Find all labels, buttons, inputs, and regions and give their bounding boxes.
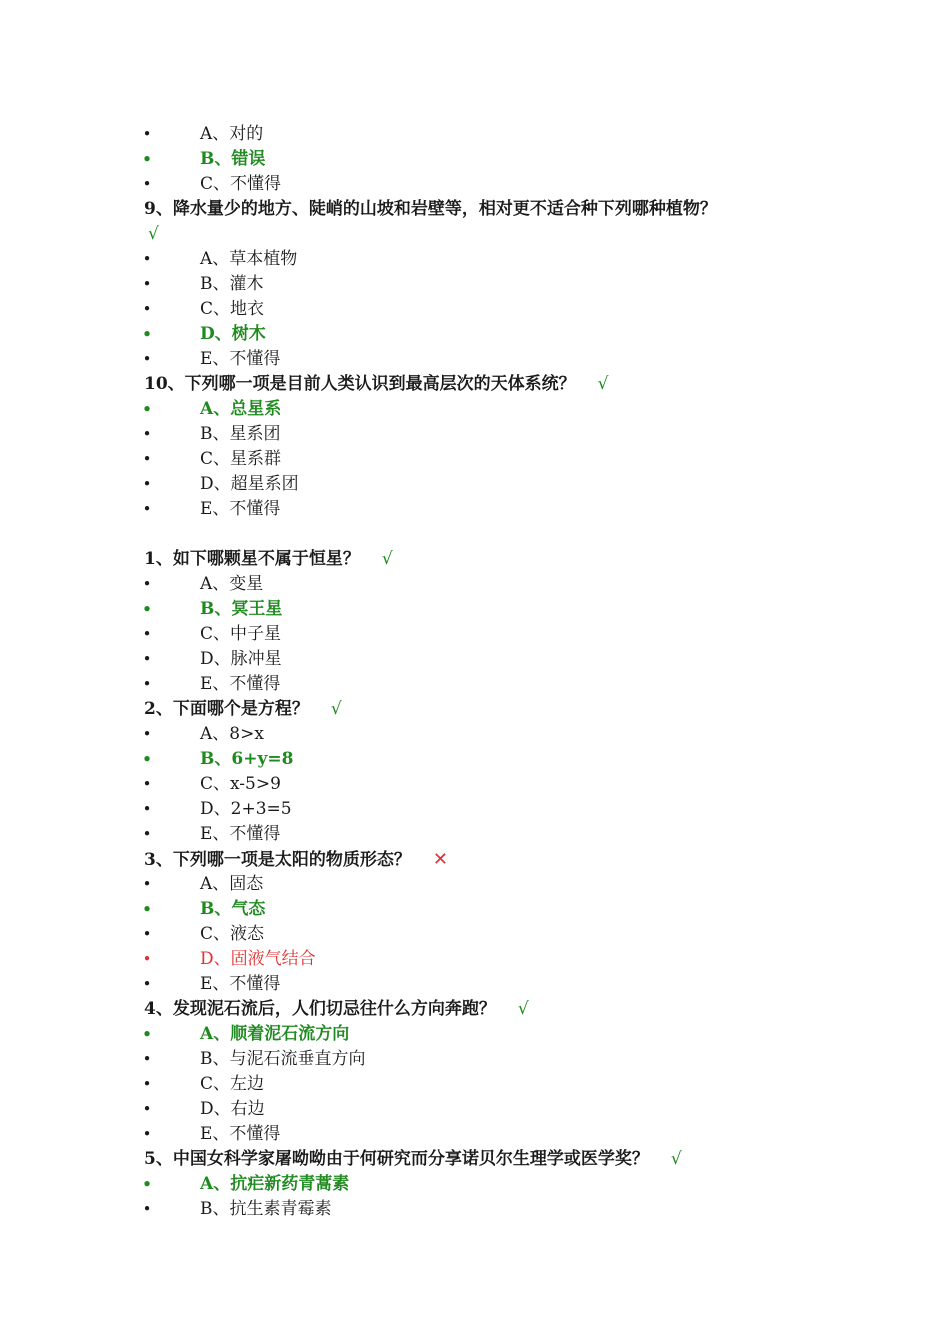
bullet-icon: • (142, 325, 152, 343)
question-text: 4、发现泥石流后，人们切忌往什么方向奔跑？ √ (144, 999, 529, 1019)
answer-option (0, 572, 950, 597)
bullet-icon: • (142, 825, 152, 843)
answer-option (0, 672, 950, 697)
question-text: 1、如下哪颗星不属于恒星？ √ (144, 549, 393, 569)
answer-option (0, 497, 950, 522)
option-text: A、抗疟新药青蒿素 (200, 1174, 350, 1194)
answer-option (0, 272, 950, 297)
option-text: A、8>x (200, 724, 264, 744)
option-text: C、地衣 (200, 299, 265, 319)
quiz-document (0, 122, 950, 1222)
result-mark-line (0, 222, 950, 247)
bullet-icon: • (142, 600, 152, 618)
answer-option (0, 122, 950, 147)
answer-option (0, 622, 950, 647)
answer-option (0, 347, 950, 372)
bullet-icon: • (142, 950, 152, 968)
answer-option (0, 422, 950, 447)
checkmark-icon: √ (517, 999, 529, 1019)
answer-option (0, 472, 950, 497)
option-text: C、星系群 (200, 449, 282, 469)
bullet-icon: • (142, 1125, 152, 1143)
bullet-icon: • (142, 875, 152, 893)
bullet-icon: • (142, 1200, 152, 1218)
bullet-icon: • (142, 1075, 152, 1093)
bullet-icon: • (142, 475, 152, 493)
option-text: B、灌木 (200, 274, 264, 294)
answer-option (0, 247, 950, 272)
answer-option (0, 722, 950, 747)
bullet-icon: • (142, 350, 152, 368)
answer-option (0, 297, 950, 322)
question-line (0, 1147, 950, 1172)
option-text: D、脉冲星 (200, 649, 282, 669)
bullet-icon: • (142, 1025, 152, 1043)
question-line (0, 697, 950, 722)
option-text: E、不懂得 (200, 499, 281, 519)
option-text: A、总星系 (200, 399, 282, 419)
answer-option (0, 1122, 950, 1147)
option-text: E、不懂得 (200, 974, 281, 994)
question-line (0, 372, 950, 397)
option-text: A、对的 (200, 124, 264, 144)
answer-option (0, 1172, 950, 1197)
bullet-icon: • (142, 400, 152, 418)
option-text: D、树木 (200, 324, 266, 344)
answer-option (0, 1197, 950, 1222)
option-text: B、抗生素青霉素 (200, 1199, 332, 1219)
answer-option (0, 972, 950, 997)
bullet-icon: • (142, 425, 152, 443)
question-line (0, 997, 950, 1022)
bullet-icon: • (142, 1050, 152, 1068)
bullet-icon: • (142, 300, 152, 318)
bullet-icon: • (142, 125, 152, 143)
cross-icon: ✕ (432, 849, 448, 870)
question-line (0, 197, 950, 222)
blank-line (0, 522, 950, 547)
answer-option (0, 897, 950, 922)
bullet-icon: • (142, 750, 152, 768)
option-text: D、右边 (200, 1099, 265, 1119)
bullet-icon: • (142, 1100, 152, 1118)
answer-option (0, 822, 950, 847)
bullet-icon: • (142, 725, 152, 743)
question-text: 5、中国女科学家屠呦呦由于何研究而分享诺贝尔生理学或医学奖？ √ (144, 1149, 682, 1169)
bullet-icon: • (142, 925, 152, 943)
question-line (0, 547, 950, 572)
checkmark-icon: √ (670, 1149, 682, 1169)
option-text: B、6+y=8 (200, 749, 294, 769)
bullet-icon: • (142, 150, 152, 168)
answer-option (0, 647, 950, 672)
option-text: E、不懂得 (200, 1124, 281, 1144)
answer-option (0, 1097, 950, 1122)
option-text: C、中子星 (200, 624, 282, 644)
answer-option (0, 922, 950, 947)
option-text: C、不懂得 (200, 174, 282, 194)
answer-option (0, 1022, 950, 1047)
bullet-icon: • (142, 675, 152, 693)
question-text: 3、下列哪一项是太阳的物质形态？ ✕ (144, 849, 448, 870)
option-text: A、顺着泥石流方向 (200, 1024, 350, 1044)
option-text: B、星系团 (200, 424, 281, 444)
answer-option (0, 797, 950, 822)
option-text: C、液态 (200, 924, 265, 944)
answer-option (0, 1072, 950, 1097)
answer-option (0, 172, 950, 197)
option-text: E、不懂得 (200, 349, 281, 369)
bullet-icon: • (142, 900, 152, 918)
bullet-icon: • (142, 500, 152, 518)
option-text: C、x-5>9 (200, 774, 281, 794)
option-text: D、2+3=5 (200, 799, 292, 819)
bullet-icon: • (142, 1175, 152, 1193)
option-text: B、冥王星 (200, 599, 283, 619)
checkmark-icon: √ (597, 374, 609, 394)
bullet-icon: • (142, 275, 152, 293)
answer-option (0, 772, 950, 797)
bullet-icon: • (142, 975, 152, 993)
answer-option (0, 322, 950, 347)
bullet-icon: • (142, 625, 152, 643)
answer-option (0, 1047, 950, 1072)
checkmark-icon: √ (148, 224, 159, 244)
bullet-icon: • (142, 775, 152, 793)
answer-option (0, 597, 950, 622)
question-line (0, 847, 950, 872)
answer-option (0, 147, 950, 172)
option-text: A、变星 (200, 574, 264, 594)
bullet-icon: • (142, 250, 152, 268)
answer-option (0, 397, 950, 422)
option-text: D、固液气结合 (200, 949, 316, 969)
option-text: E、不懂得 (200, 824, 281, 844)
option-text: E、不懂得 (200, 674, 281, 694)
answer-option (0, 747, 950, 772)
option-text: A、草本植物 (200, 249, 298, 269)
option-text: C、左边 (200, 1074, 265, 1094)
bullet-icon: • (142, 650, 152, 668)
bullet-icon: • (142, 800, 152, 818)
question-text: 9、降水量少的地方、陡峭的山坡和岩壁等，相对更不适合种下列哪种植物？ (144, 199, 717, 219)
bullet-icon: • (142, 450, 152, 468)
option-text: D、超星系团 (200, 474, 299, 494)
answer-option (0, 947, 950, 972)
bullet-icon: • (142, 175, 152, 193)
answer-option (0, 872, 950, 897)
option-text: B、气态 (200, 899, 266, 919)
checkmark-icon: √ (381, 549, 393, 569)
option-text: B、与泥石流垂直方向 (200, 1049, 366, 1069)
answer-option (0, 447, 950, 472)
option-text: A、固态 (200, 874, 264, 894)
question-text: 2、下面哪个是方程？ √ (144, 699, 342, 719)
checkmark-icon: √ (330, 699, 342, 719)
bullet-icon: • (142, 575, 152, 593)
option-text: B、错误 (200, 149, 266, 169)
question-text: 10、下列哪一项是目前人类认识到最高层次的天体系统？ √ (144, 374, 609, 394)
